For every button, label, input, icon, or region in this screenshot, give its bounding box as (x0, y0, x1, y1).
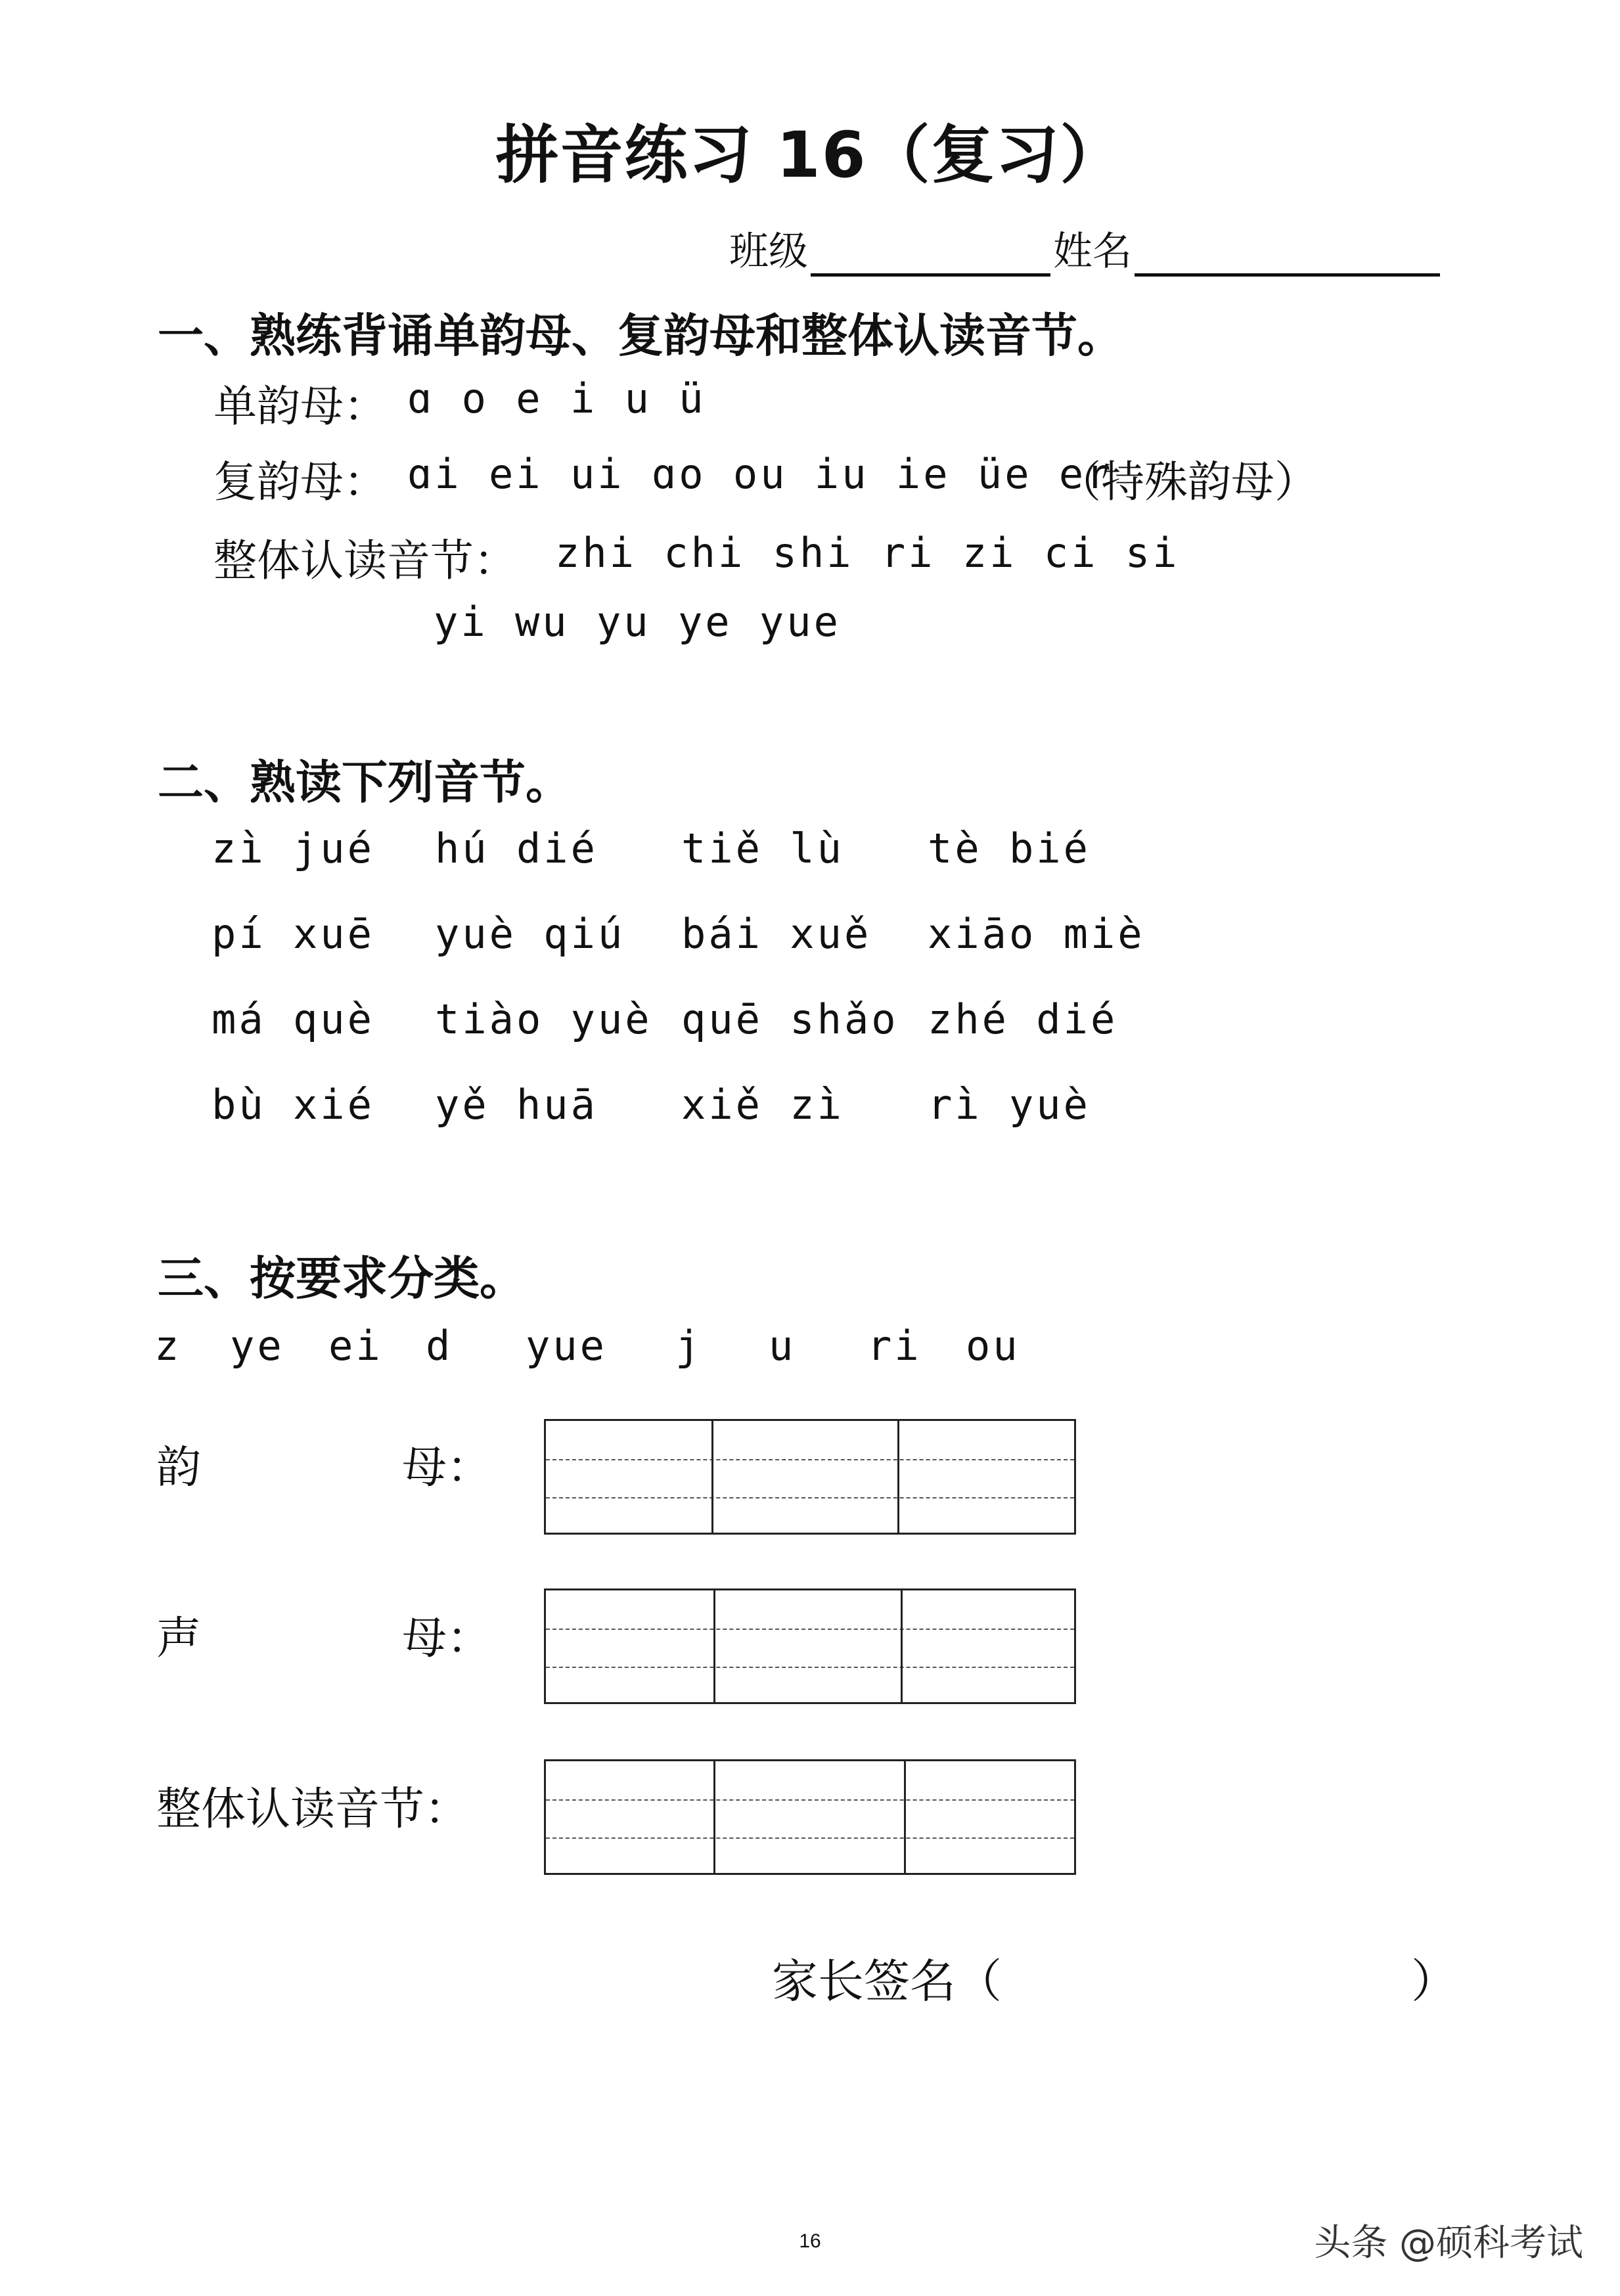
name-label: 姓名 (1053, 229, 1132, 275)
classify-item: ye (230, 1322, 284, 1370)
category-whole-syllables-label: 整体认读音节： (156, 1784, 470, 1835)
watermark: 头条 @硕科考试 (1314, 2222, 1583, 2264)
whole-syllables-answer-box[interactable] (544, 1759, 1076, 1875)
classify-item: ei (328, 1322, 383, 1370)
cell-divider (904, 1761, 906, 1873)
compound-finals: ɑi ei ui ɑo ou iu ie üe er (407, 450, 1114, 498)
syllable-pair: zhé dié (928, 995, 1118, 1043)
classify-item: z (154, 1322, 182, 1370)
whole-syllables-line1: zhi chi shi ri zi ci si (555, 529, 1180, 577)
syllable-pair: bù xié (212, 1081, 374, 1129)
cell-divider (713, 1761, 715, 1873)
classify-item: d (426, 1322, 453, 1370)
syllable-pair: má què (212, 995, 374, 1043)
name-blank[interactable] (1135, 234, 1440, 277)
guide-line (546, 1799, 1074, 1801)
page-number: 16 (799, 2230, 821, 2252)
syllable-pair: rì yuè (928, 1081, 1091, 1129)
parent-signature-label: 家长签名（ (772, 1954, 1002, 2008)
category-initials-label-a: 声 (156, 1613, 202, 1665)
cell-divider (713, 1590, 715, 1702)
page-title: 拼音练习 16（复习） (495, 118, 1125, 192)
syllable-pair: tè bié (928, 824, 1091, 872)
syllable-pair: hú dié (435, 824, 598, 872)
syllable-pair: zì jué (212, 824, 374, 872)
guide-line (546, 1459, 1074, 1460)
section1-heading: 一、熟练背诵单韵母、复韵母和整体认读音节。 (158, 309, 1123, 363)
syllable-pair: bái xuě (681, 910, 872, 958)
classify-item: ri (867, 1322, 922, 1370)
syllable-pair: tiě lù (681, 824, 844, 872)
guide-line (546, 1629, 1074, 1630)
syllable-pair: xiě zì (681, 1081, 844, 1129)
syllable-pair: yě huā (435, 1081, 598, 1129)
guide-line (546, 1497, 1074, 1498)
syllable-pair: tiào yuè (435, 995, 652, 1043)
parent-signature-field[interactable] (1015, 1945, 1396, 1997)
classify-item: j (675, 1322, 703, 1370)
syllable-pair: pí xuē (212, 910, 374, 958)
initials-answer-box[interactable] (544, 1588, 1076, 1704)
section2-heading: 二、熟读下列音节。 (158, 755, 572, 809)
class-label: 班级 (729, 229, 808, 275)
syllable-pair: quē shǎo (681, 995, 899, 1043)
syllable-row-2 (212, 910, 1164, 969)
classify-item: yue (526, 1322, 607, 1370)
syllable-row-4 (212, 1081, 1164, 1140)
syllable-pair: xiāo miè (928, 910, 1145, 958)
syllable-row-1 (212, 824, 1164, 884)
compound-finals-note: （特殊韵母） (1058, 457, 1318, 507)
classify-item: u (769, 1322, 796, 1370)
category-initials-label-b: 母： (402, 1613, 492, 1665)
cell-divider (901, 1590, 903, 1702)
whole-syllables-line2: yi wu yu ye yue (434, 598, 841, 646)
whole-syllables-label: 整体认读音节： (214, 535, 517, 586)
single-finals-label: 单韵母： (214, 381, 387, 432)
classify-item: ou (966, 1322, 1020, 1370)
class-name-row (729, 220, 1443, 277)
single-finals: ɑ o e i u ü (407, 374, 706, 422)
guide-line (546, 1837, 1074, 1839)
parent-signature-close: ） (1411, 1954, 1457, 2008)
cell-divider (897, 1421, 899, 1533)
guide-line (546, 1667, 1074, 1668)
cell-divider (711, 1421, 713, 1533)
syllable-row-3 (212, 995, 1164, 1054)
class-blank[interactable] (811, 234, 1050, 277)
section3-heading: 三、按要求分类。 (158, 1251, 526, 1305)
compound-finals-label: 复韵母： (214, 457, 387, 507)
syllable-pair: yuè qiú (435, 910, 625, 958)
category-finals-label-b: 母： (402, 1442, 492, 1494)
category-finals-label-a: 韵 (156, 1442, 202, 1494)
finals-answer-box[interactable] (544, 1419, 1076, 1535)
